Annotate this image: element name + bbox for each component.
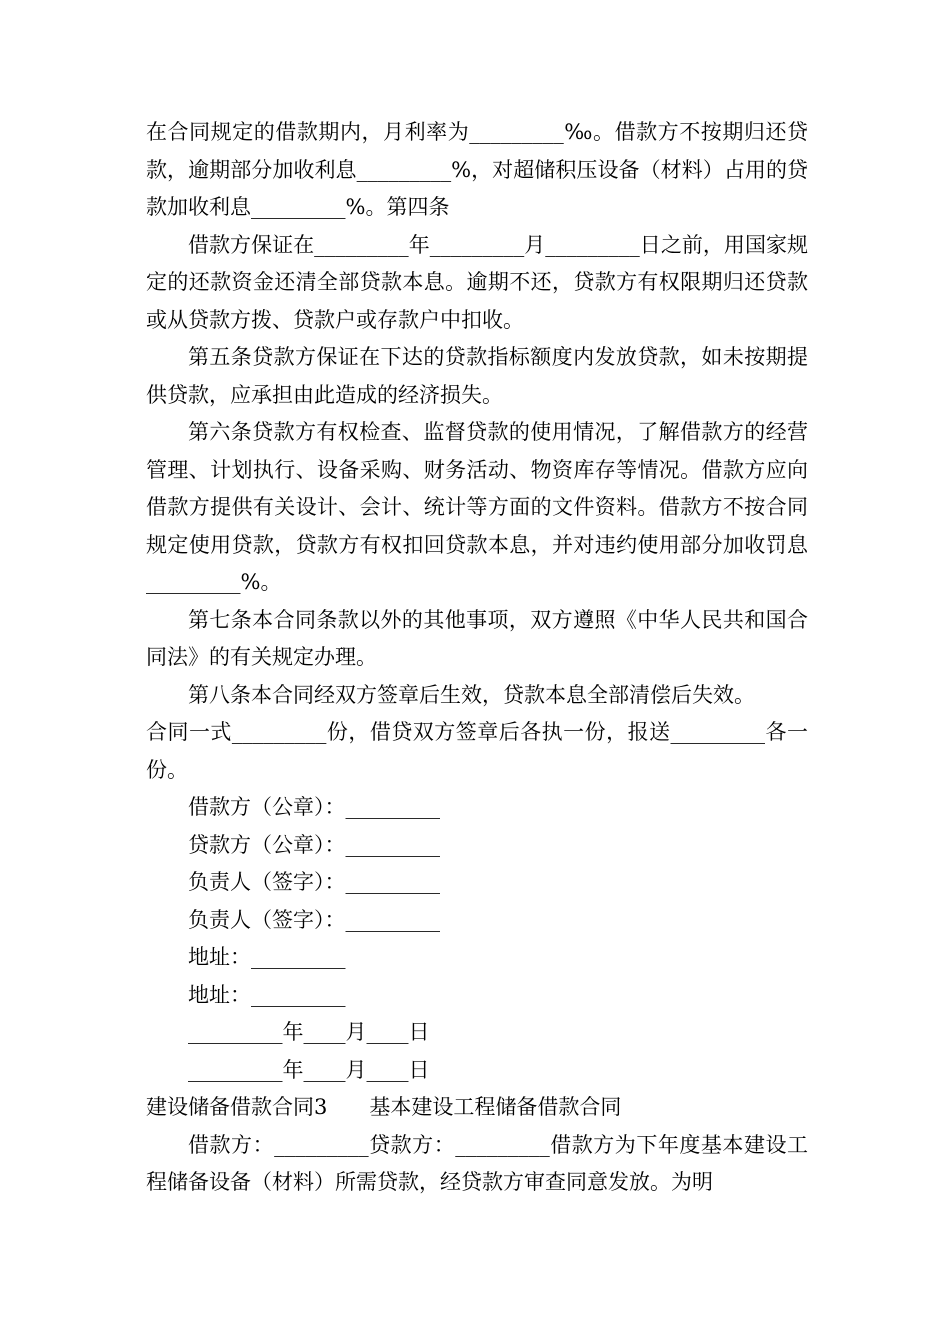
document-page [146,114,808,1202]
paragraph-article-5: 第五条贷款方保证在下达的贷款指标额度内发放贷款，如未按期提供贷款，应承担由此造成的经济损失。 [146,345,808,407]
paragraph-contract-intro: 借款方：_________贷款方：_________借款方为下年度基本建设工程储备设备（材料）所需贷款，经贷款方审查同意发放。为明 [146,1132,808,1194]
signature-line-address-2: 地址：_________ [188,982,346,1007]
paragraph-interest-rate: 在合同规定的借款期内，月利率为_________‰。借款方不按期归还贷款，逾期部分加收利息_________%，对超储积压设备（材料）占用的贷款加收利息_________%。第四条 [146,120,808,219]
paragraph-article-8: 第八条本合同经双方签章后生效，贷款本息全部清偿后失效。 [188,682,755,707]
paragraph-article-6: 第六条贷款方有权检查、监督贷款的使用情况，了解借款方的经营管理、计划执行、设备采购、财务活动、物资库存等情况。借款方应向借款方提供有关设计、会计、统计等方面的文件资料。借款方不按合同规定使用贷款，贷款方有权扣回贷款本息，并对违约使用部分加收罚息_________%。 [146,420,808,594]
section-title: 建设储备借款合同3 基本建设工程储备借款合同 [146,1095,622,1119]
signature-line-responsible-1: 负责人（签字）：_________ [188,870,440,894]
paragraph-article-7: 第七条本合同条款以外的其他事项，双方遵照《中华人民共和国合同法》的有关规定办理。 [146,607,808,669]
signature-line-date-2: _________年____月____日 [188,1057,430,1082]
signature-line-address-1: 地址：_________ [188,945,346,969]
paragraph-copies: 合同一式_________份，借贷双方签章后各执一份，报送_________各一份。 [146,720,808,782]
paragraph-article-4: 借款方保证在_________年_________月_________日之前，用国家规定的还款资金还清全部贷款本息。逾期不还，贷款方有权限期归还贷款或从贷款方拨、贷款户或存款户中扣收。 [146,232,808,332]
signature-line-lender-seal: 贷款方（公章）：_________ [188,832,440,857]
signature-line-date-1: _________年____月____日 [188,1020,430,1044]
signature-line-borrower-seal: 借款方（公章）：_________ [188,795,440,819]
signature-line-responsible-2: 负责人（签字）：_________ [188,907,440,932]
